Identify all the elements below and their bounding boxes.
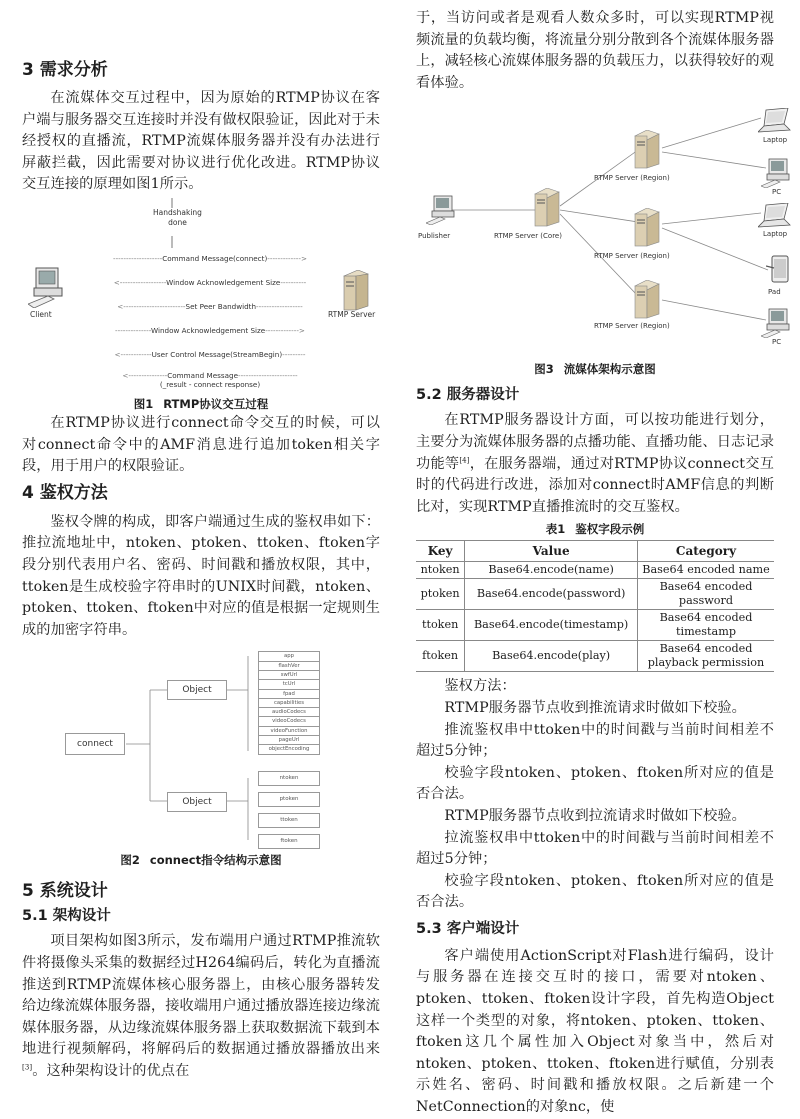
connect-node: connect bbox=[65, 733, 125, 755]
field-box-flashver: flashVer bbox=[258, 661, 320, 672]
section-5-2-heading: 5.2 服务器设计 bbox=[416, 387, 520, 404]
message-set-peer-bandwidth: <------------------------Set Peer Bandwidth------------------ bbox=[117, 301, 303, 311]
continued-paragraph: 于，当访问或者是观看人数众多时，可以实现RTMP视频流量的负载均衡，将流量分别分散到各个流媒体服务器上，减轻核心流媒体服务器的负载压力，以获得较好的观看体验。 bbox=[416, 10, 774, 91]
table-row bbox=[416, 641, 774, 672]
message-command-result: <---------------Command Message----------------------- bbox=[122, 370, 298, 380]
client-computer-icon bbox=[28, 266, 68, 308]
cell-category: Base64 encoded playback permission bbox=[638, 641, 775, 672]
section-5-1-paragraph: 项目架构如图3所示，发布端用户通过RTMP推流软件将摄像头采集的数据经过H264编码后，转化为直播流推送到RTMP流媒体核心服务器上，由核心服务器转发给边缘流媒体服务器，接收端用户通过播放器连接边缘流媒体服务器，从边缘流媒体服务器上获取数据流下载到本地进行视频解码，将解码后的数据通过播放器播放出来[3]。这种架构设计的优点在 bbox=[22, 933, 380, 1079]
cell-category: Base64 encoded name bbox=[638, 562, 775, 579]
message-command-result-sub: (_result - connect response) bbox=[159, 379, 261, 389]
region-server-node-label: RTMP Server (Region) bbox=[594, 322, 670, 331]
header-category: Category bbox=[638, 541, 775, 562]
message-window-ack-2: --------------Window Acknowledgement Size-------------> bbox=[115, 325, 305, 335]
table-row bbox=[416, 562, 774, 579]
laptop-node-icon bbox=[758, 203, 792, 233]
section-5-1-heading: 5.1 架构设计 bbox=[22, 908, 111, 925]
token-box-ftoken: ftoken bbox=[258, 834, 320, 849]
message-connect: -------------------Command Message(connect)-------------> bbox=[112, 253, 308, 263]
region-server-node-label: RTMP Server (Region) bbox=[594, 174, 670, 183]
field-box-app: app bbox=[258, 651, 320, 662]
citation-4: [4] bbox=[459, 455, 470, 464]
field-box-swfurl: swfUrl bbox=[258, 670, 320, 681]
client-label: Client bbox=[30, 309, 52, 319]
cell-value: Base64.encode(name) bbox=[465, 562, 638, 579]
section-5-3-paragraph: 客户端使用ActionScript对Flash进行编码，设计与服务器在连接交互时的接口，需要对ntoken、ptoken、ttoken、ftoken设计字段，首先构造Object这样一个类型的对象，将ntoken、ptoken、ttoken、ftoken这几个属性加入Object对象当中，然后对ntoken、ptoken、ttoken、ftoken进行赋值，分别表示姓名、密码、时间戳和播放权限。之后新建一个NetConnection的对象nc，使 bbox=[416, 947, 774, 1116]
section-5-3-heading: 5.3 客户端设计 bbox=[416, 920, 520, 937]
section-3-paragraph: 在流媒体交互过程中，因为原始的RTMP协议在客户端与服务器交互连接时并没有做权限验证，因此对于未经授权的直播流，RTMP流媒体服务器并没有办法进行屏蔽拦截，因此需要对协议进行优化改进。RTMP协议交互连接的原理如图1所示。 bbox=[22, 90, 380, 193]
cell-key: ntoken bbox=[416, 562, 465, 579]
core-server-node-label: RTMP Server (Core) bbox=[494, 232, 562, 241]
token-box-ttoken: ttoken bbox=[258, 813, 320, 828]
section-5-2-paragraph: 在RTMP服务器设计方面，可以按功能进行划分，主要分为流媒体服务器的点播功能、直播功能、日志记录功能等[4]，在服务器端，通过对RTMP协议connect交互时的代码进行改进，添加对connect时AMF信息的判断比对，实现RTMP直播推流时的交互鉴权。 bbox=[416, 412, 774, 515]
auth-paragraph: 校验字段ntoken、ptoken、ftoken所对应的值是否合法。 bbox=[416, 764, 774, 803]
publisher-node-icon bbox=[426, 195, 458, 229]
cell-category: Base64 encoded password bbox=[638, 579, 775, 610]
auth-fields-table bbox=[416, 540, 774, 672]
section-3-paragraph-2: 在RTMP协议进行connect命令交互的时候，可以对connect命令中的AMF消息进行追加token相关字段，用于用户的权限验证。 bbox=[22, 414, 380, 475]
pc-node-label: PC bbox=[772, 188, 782, 197]
field-box-audiocodecs: audioCodecs bbox=[258, 707, 320, 718]
cell-key: ptoken bbox=[416, 579, 465, 610]
field-box-pageurl: pageUrl bbox=[258, 735, 320, 746]
laptop-node-label: Laptop bbox=[763, 136, 788, 145]
pad-node-label: Pad bbox=[768, 288, 781, 297]
figure-2-connect-structure bbox=[22, 651, 380, 871]
message-window-ack-1: <------------------Window Acknowledgement Size---------- bbox=[113, 277, 307, 287]
auth-paragraph: RTMP服务器节点收到推流请求时做如下校验。 bbox=[444, 699, 746, 716]
object-node-1: Object bbox=[167, 680, 227, 700]
message-stream-begin: <------------User Control Message(StreamBegin)--------- bbox=[114, 349, 306, 359]
cell-value: Base64.encode(password) bbox=[465, 579, 638, 610]
token-box-ntoken: ntoken bbox=[258, 771, 320, 786]
pad-node-icon bbox=[766, 254, 790, 288]
auth-paragraph: 推流鉴权串中ttoken中的时间戳与当前时间相差不超过5分钟； bbox=[416, 721, 774, 760]
pc-node-icon bbox=[761, 308, 793, 342]
header-value: Value bbox=[465, 541, 638, 562]
figure-2-caption: 图2 connect指令结构示意图 bbox=[120, 853, 282, 868]
auth-paragraph: 鉴权方法： bbox=[444, 678, 516, 695]
region-server-node-label: RTMP Server (Region) bbox=[594, 252, 670, 261]
auth-paragraph: 拉流鉴权串中ttoken中的时间戳与当前时间相差不超过5分钟； bbox=[416, 829, 774, 868]
cell-key: ttoken bbox=[416, 610, 465, 641]
left-column bbox=[22, 0, 380, 1082]
figure-1-caption: 图1 RTMP协议交互过程 bbox=[133, 396, 269, 411]
right-column bbox=[416, 0, 788, 1119]
cell-category: Base64 encoded timestamp bbox=[638, 610, 775, 641]
auth-paragraph: 校验字段ntoken、ptoken、ftoken所对应的值是否合法。 bbox=[416, 872, 774, 911]
region-server-node-icon bbox=[631, 208, 661, 252]
auth-method-list bbox=[416, 676, 774, 914]
pc-node-label: PC bbox=[772, 338, 782, 347]
field-box-capabilities: capabilities bbox=[258, 698, 320, 709]
core-server-node-icon bbox=[531, 188, 561, 232]
header-key: Key bbox=[416, 541, 465, 562]
table-row bbox=[416, 579, 774, 610]
region-server-node-icon bbox=[631, 130, 661, 174]
figure-3-architecture bbox=[416, 100, 788, 372]
object-node-2: Object bbox=[167, 792, 227, 812]
field-box-tcurl: tcUrl bbox=[258, 679, 320, 690]
table-row bbox=[416, 610, 774, 641]
table-header-row bbox=[416, 541, 774, 562]
figure-3-connection-lines bbox=[416, 100, 786, 350]
section-3-heading: 3 需求分析 bbox=[22, 60, 108, 80]
handshaking-label: Handshaking done bbox=[153, 207, 202, 227]
table-1-caption: 表1 鉴权字段示例 bbox=[545, 522, 645, 537]
figure-3-caption: 图3 流媒体架构示意图 bbox=[534, 362, 656, 377]
token-fields-list bbox=[258, 771, 320, 851]
field-box-fpad: fpad bbox=[258, 689, 320, 700]
auth-paragraph: RTMP服务器节点收到拉流请求时做如下校验。 bbox=[444, 807, 746, 824]
cell-value: Base64.encode(timestamp) bbox=[465, 610, 638, 641]
cell-key: ftoken bbox=[416, 641, 465, 672]
cell-value: Base64.encode(play) bbox=[465, 641, 638, 672]
pc-node-icon bbox=[761, 158, 793, 192]
section-4-heading: 4 鉴权方法 bbox=[22, 482, 108, 503]
token-box-ptoken: ptoken bbox=[258, 792, 320, 807]
server-label: RTMP Server bbox=[328, 309, 376, 319]
section-5-heading: 5 系统设计 bbox=[22, 881, 108, 902]
region-server-node-icon bbox=[631, 280, 661, 324]
citation-3: [3] bbox=[22, 1063, 33, 1072]
rtmp-server-icon bbox=[338, 270, 370, 312]
figure-1-lines bbox=[22, 198, 380, 398]
laptop-node-icon bbox=[758, 108, 792, 138]
publisher-node-label: Publisher bbox=[418, 232, 451, 241]
field-box-videocodecs: videoCodecs bbox=[258, 716, 320, 727]
field-box-videofunction: videoFunction bbox=[258, 726, 320, 737]
object-fields-list bbox=[258, 651, 320, 761]
laptop-node-label: Laptop bbox=[763, 230, 788, 239]
figure-1-rtmp-interaction bbox=[22, 198, 380, 413]
field-box-objectencoding: objectEncoding bbox=[258, 744, 320, 755]
section-4-paragraph: 鉴权令牌的构成，即客户端通过生成的鉴权串如下：推拉流地址中，ntoken、ptoken、ttoken、ftoken字段分别代表用户名、密码、时间戳和播放权限，其中，ttoken是生成校验字符串时的UNIX时间戳，ntoken、ptoken、ttoken、ftoken中对应的值是根据一定规则生成的加密字符串。 bbox=[22, 513, 380, 638]
